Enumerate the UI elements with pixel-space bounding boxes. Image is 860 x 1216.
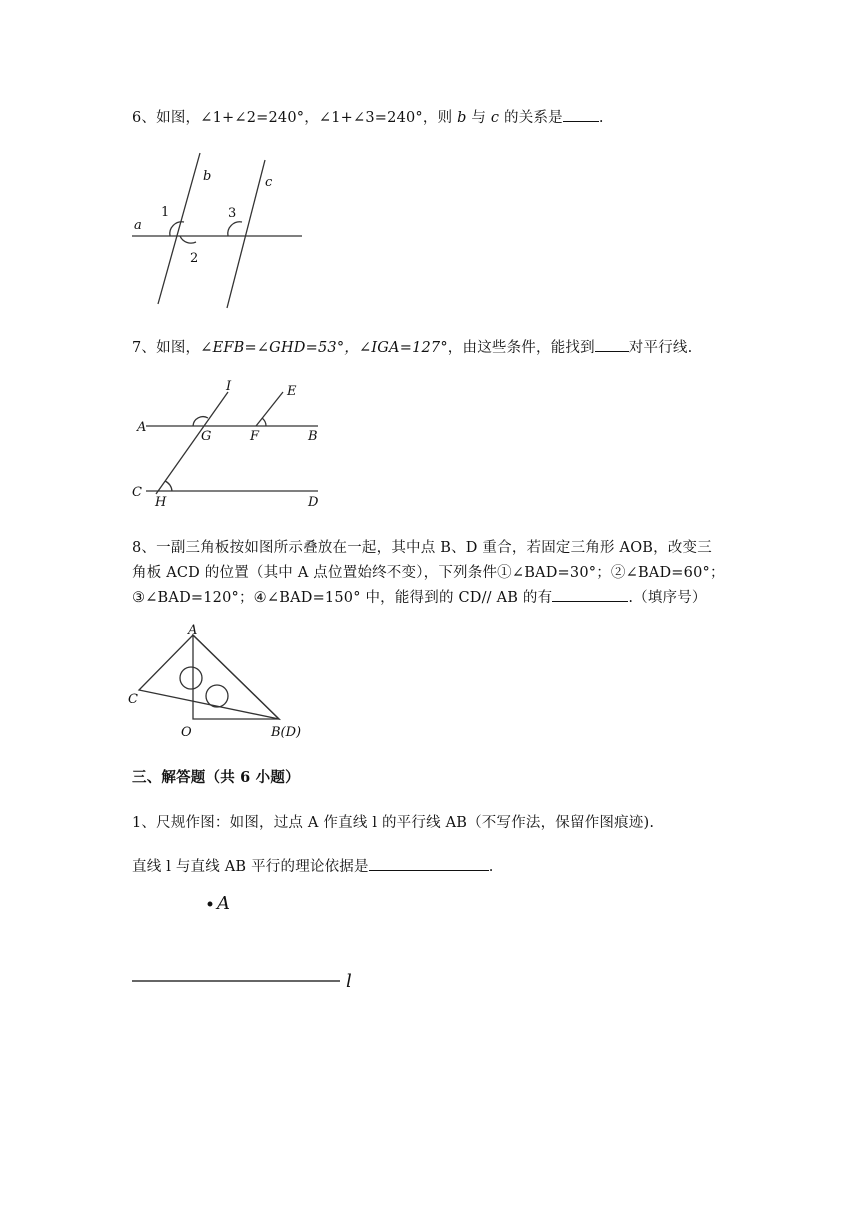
section-3-title: 三、解答题（共 6 小题） xyxy=(132,769,300,786)
label-I: I xyxy=(226,379,232,394)
label-G: G xyxy=(201,429,212,444)
label-l: l xyxy=(346,971,352,992)
label-a: a xyxy=(134,218,142,233)
label-A: A xyxy=(188,623,198,638)
question-8-line-2: 角板 ACD 的位置（其中 A 点位置始终不变），下列条件①∠BAD=30°；②∠BAD=60°； xyxy=(132,565,725,581)
label-BD: B(D) xyxy=(271,725,302,740)
label-F: F xyxy=(250,429,260,444)
question-6-text: 6、如图，∠1+∠2=240°，∠1+∠3=240°，则 b 与 c 的关系是 . xyxy=(132,110,604,126)
question-7-text: 7、如图，∠EFB=∠GHD=53°，∠IGA=127°，由这些条件，能找到 对平行线. xyxy=(132,340,693,356)
q7-expression: ∠EFB=∠GHD=53°，∠IGA=127° xyxy=(200,340,448,356)
solve-1-line-1: 1、尺规作图：如图，过点 A 作直线 l 的平行线 AB（不写作法，保留作图痕迹). xyxy=(132,815,655,831)
label-3: 3 xyxy=(228,206,237,221)
label-C: C xyxy=(128,692,138,707)
q6-expression: ∠1+∠2=240°，∠1+∠3=240° xyxy=(200,110,423,126)
label-c: c xyxy=(265,175,273,190)
question-8-line-1: 8、一副三角板按如图所示叠放在一起，其中点 B、D 重合，若固定三角形 AOB，改变三 xyxy=(132,540,712,556)
label-O: O xyxy=(181,725,192,740)
label-E: E xyxy=(287,384,297,399)
solve-1-line-2: 直线 l 与直线 AB 平行的理论依据是 . xyxy=(132,859,494,875)
label-B: B xyxy=(308,429,318,444)
label-b: b xyxy=(203,169,212,184)
label-C: C xyxy=(132,485,142,500)
label-A: A xyxy=(137,420,147,435)
label-2: 2 xyxy=(190,251,199,266)
label-D: D xyxy=(308,495,319,510)
label-1: 1 xyxy=(161,205,170,220)
label-H: H xyxy=(155,495,167,510)
point-a-dot xyxy=(208,902,212,906)
label-A: A xyxy=(217,893,230,914)
question-8-line-3: ③∠BAD=120°；④∠BAD=150° 中，能得到的 CD// AB 的有 .（填序号） xyxy=(132,590,707,606)
